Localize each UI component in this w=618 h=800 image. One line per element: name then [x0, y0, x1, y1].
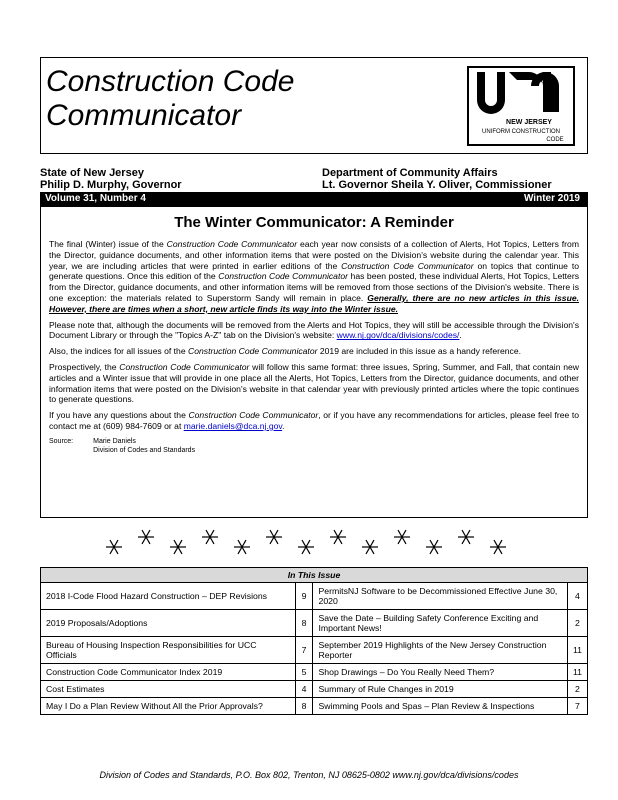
snowflake-arm — [306, 547, 310, 554]
snowflake-arm — [142, 537, 146, 544]
toc-item-title[interactable]: May I Do a Plan Review Without All the Prior Approvals? — [41, 698, 296, 715]
snowflake-arm — [114, 547, 118, 554]
snowflake-arm — [434, 547, 438, 554]
snowflake-arm — [466, 537, 470, 544]
snowflake-arm — [494, 547, 498, 554]
snowflake-arm — [270, 537, 274, 544]
snowflake-arm — [178, 547, 182, 554]
snowflake-arm — [114, 540, 118, 547]
toc-item-title[interactable]: Swimming Pools and Spas – Plan Review & Inspections — [313, 698, 567, 715]
toc-page-number: 9 — [295, 583, 313, 610]
toc-item-title[interactable]: Shop Drawings – Do You Really Need Them? — [313, 664, 567, 681]
toc-page-number: 2 — [567, 681, 587, 698]
snowflake-arm — [462, 530, 466, 537]
snowflake-arm — [498, 547, 502, 554]
snowflake-arm — [210, 537, 214, 544]
toc-page-number: 5 — [295, 664, 313, 681]
toc-row — [41, 698, 588, 715]
uniform-construction-code-logo — [467, 66, 575, 146]
toc-page-number: 4 — [567, 583, 587, 610]
source-credit: Source: Marie Daniels Division of Codes and Standards — [49, 437, 196, 454]
snowflake-arm — [370, 547, 374, 554]
toc-item-title[interactable]: PermitsNJ Software to be Decommissioned Effective June 30, 2020 — [313, 583, 567, 610]
snowflake-arm — [306, 540, 310, 547]
snowflake-arm — [210, 530, 214, 537]
article-title: The Winter Communicator: A Reminder — [174, 214, 454, 231]
snowflake-arm — [498, 540, 502, 547]
snowflake-arm — [430, 540, 434, 547]
snowflake-arm — [242, 547, 246, 554]
toc-page-number: 11 — [567, 664, 587, 681]
snowflake-arm — [494, 540, 498, 547]
snowflake-arm — [402, 537, 406, 544]
volume-number: Volume 31, Number 4 — [45, 193, 146, 204]
toc-page-number: 4 — [295, 681, 313, 698]
snowflake-arm — [146, 537, 150, 544]
paragraph-5: If you have any questions about the Construction Code Communicator, or if you have any recommendations for articles, please feel free to contact me at (609) 984-7609 or at marie.daniels@dca.nj.gov. — [49, 410, 579, 431]
toc-row — [41, 583, 588, 610]
toc-page-number: 7 — [567, 698, 587, 715]
snowflake-arm — [334, 537, 338, 544]
snowflake-arm — [174, 540, 178, 547]
toc-page-number: 7 — [295, 637, 313, 664]
toc-page-number: 8 — [295, 698, 313, 715]
snowflake-arm — [270, 530, 274, 537]
snowflake-arm — [206, 537, 210, 544]
svg-text:CODE: CODE — [546, 137, 564, 143]
snowflake-arm — [338, 537, 342, 544]
codes-website-link[interactable]: www.nj.gov/dca/divisions/codes/ — [336, 330, 460, 341]
toc-item-title[interactable]: 2018 I-Code Flood Hazard Construction – DEP Revisions — [41, 583, 296, 610]
snowflake-arm — [462, 537, 466, 544]
snowflake-arm — [146, 530, 150, 537]
snowflake-arm — [142, 530, 146, 537]
toc-row — [41, 637, 588, 664]
snowflake-arm — [302, 547, 306, 554]
toc-row — [41, 610, 588, 637]
state-info: State of New Jersey Philip D. Murphy, Governor — [40, 167, 182, 191]
toc-item-title[interactable]: Cost Estimates — [41, 681, 296, 698]
toc-item-title[interactable]: Summary of Rule Changes in 2019 — [313, 681, 567, 698]
snowflake-arm — [398, 537, 402, 544]
toc-item-title[interactable]: 2019 Proposals/Adoptions — [41, 610, 296, 637]
masthead — [40, 57, 588, 154]
snowflake-arm — [434, 540, 438, 547]
snowflake-arm — [398, 530, 402, 537]
lead-article — [40, 206, 588, 518]
snowflake-arm — [174, 547, 178, 554]
toc-page-number: 11 — [567, 637, 587, 664]
snowflake-arm — [274, 537, 278, 544]
toc-header: In This Issue — [41, 568, 588, 583]
paragraph-2: Please note that, although the documents will be removed from the Alerts and Hot Topics, they will still be accessible through the Division's Document Library or through the "Topics A-Z" tab on the Division's website: www.nj.gov/dca/divisions/codes/. — [49, 319, 579, 341]
paragraph-1: The final (Winter) issue of the Construction Code Communicator each year now consists of a collection of Alerts, Hot Topics, Letters from the Director, guidance documents, and other information items that were posted on the Division's website during the calendar year. This year, we are including articles that were printed in earlier editions of the Construction Code Communicator on topics that continue to generate questions. Once this edition of the Construction Code Communicator has been posted, these individual Alerts, Hot Topics, Letters from the Director, guidance documents, and other information items will be removed from those sections of the Division's website. There is one exception: the materials related to Superstorm Sandy will remain in place. Generally, there are no new articles in this issue. However, there are times when a short, new article finds its way into the Winter issue. — [49, 239, 579, 314]
svg-text:UNIFORM CONSTRUCTION: UNIFORM CONSTRUCTION — [482, 129, 560, 135]
toc-item-title[interactable]: September 2019 Highlights of the New Jersey Construction Reporter — [313, 637, 567, 664]
paragraph-4: Prospectively, the Construction Code Communicator will follow this same format: three issues, Spring, Summer, and Fall, that contain new articles and a Winter issue that will provide in one place all the Alerts, Hot Topics, Letters from the Director, guidance documents, and other information items that were posted on the Division's website in that calendar year with previously printed articles where the topic continues to generate questions. — [49, 361, 579, 405]
footer-address: Division of Codes and Standards, P.O. Box 802, Trenton, NJ 08625-0802 www.nj.gov/dca/divisions/codes — [99, 770, 519, 780]
volume-bar — [40, 192, 588, 206]
department-info: Department of Community Affairs Lt. Governor Sheila Y. Oliver, Commissioner — [322, 167, 552, 191]
toc-item-title[interactable]: Bureau of Housing Inspection Responsibilities for UCC Officials — [41, 637, 296, 664]
snowflake-arm — [178, 540, 182, 547]
snowflake-arm — [402, 530, 406, 537]
snowflake-arm — [366, 547, 370, 554]
snowflake-arm — [238, 547, 242, 554]
snowflake-arm — [334, 530, 338, 537]
snowflake-arm — [242, 540, 246, 547]
toc-item-title[interactable]: Construction Code Communicator Index 2019 — [41, 664, 296, 681]
toc-row — [41, 681, 588, 698]
snowflake-arm — [466, 530, 470, 537]
in-this-issue-table — [40, 567, 588, 715]
snowflake-arm — [110, 540, 114, 547]
svg-text:NEW JERSEY: NEW JERSEY — [506, 119, 552, 126]
toc-page-number: 2 — [567, 610, 587, 637]
toc-row — [41, 664, 588, 681]
snowflake-arm — [238, 540, 242, 547]
snowflake-arm — [274, 530, 278, 537]
email-link[interactable]: marie.daniels@dca.nj.gov — [183, 420, 283, 431]
paragraph-3: Also, the indices for all issues of the Construction Code Communicator 2019 are included in this issue as a handy reference. — [49, 346, 521, 357]
snowflake-arm — [366, 540, 370, 547]
toc-page-number: 8 — [295, 610, 313, 637]
snowflake-arm — [110, 547, 114, 554]
snowflake-ornaments — [100, 525, 520, 560]
snowflake-arm — [430, 547, 434, 554]
snowflake-arm — [370, 540, 374, 547]
snowflake-arm — [338, 530, 342, 537]
publication-title: Construction Code Communicator — [46, 65, 295, 132]
toc-item-title[interactable]: Save the Date – Building Safety Conference Exciting and Important News! — [313, 610, 567, 637]
issue-season: Winter 2019 — [523, 193, 580, 204]
snowflake-arm — [302, 540, 306, 547]
snowflake-arm — [206, 530, 210, 537]
